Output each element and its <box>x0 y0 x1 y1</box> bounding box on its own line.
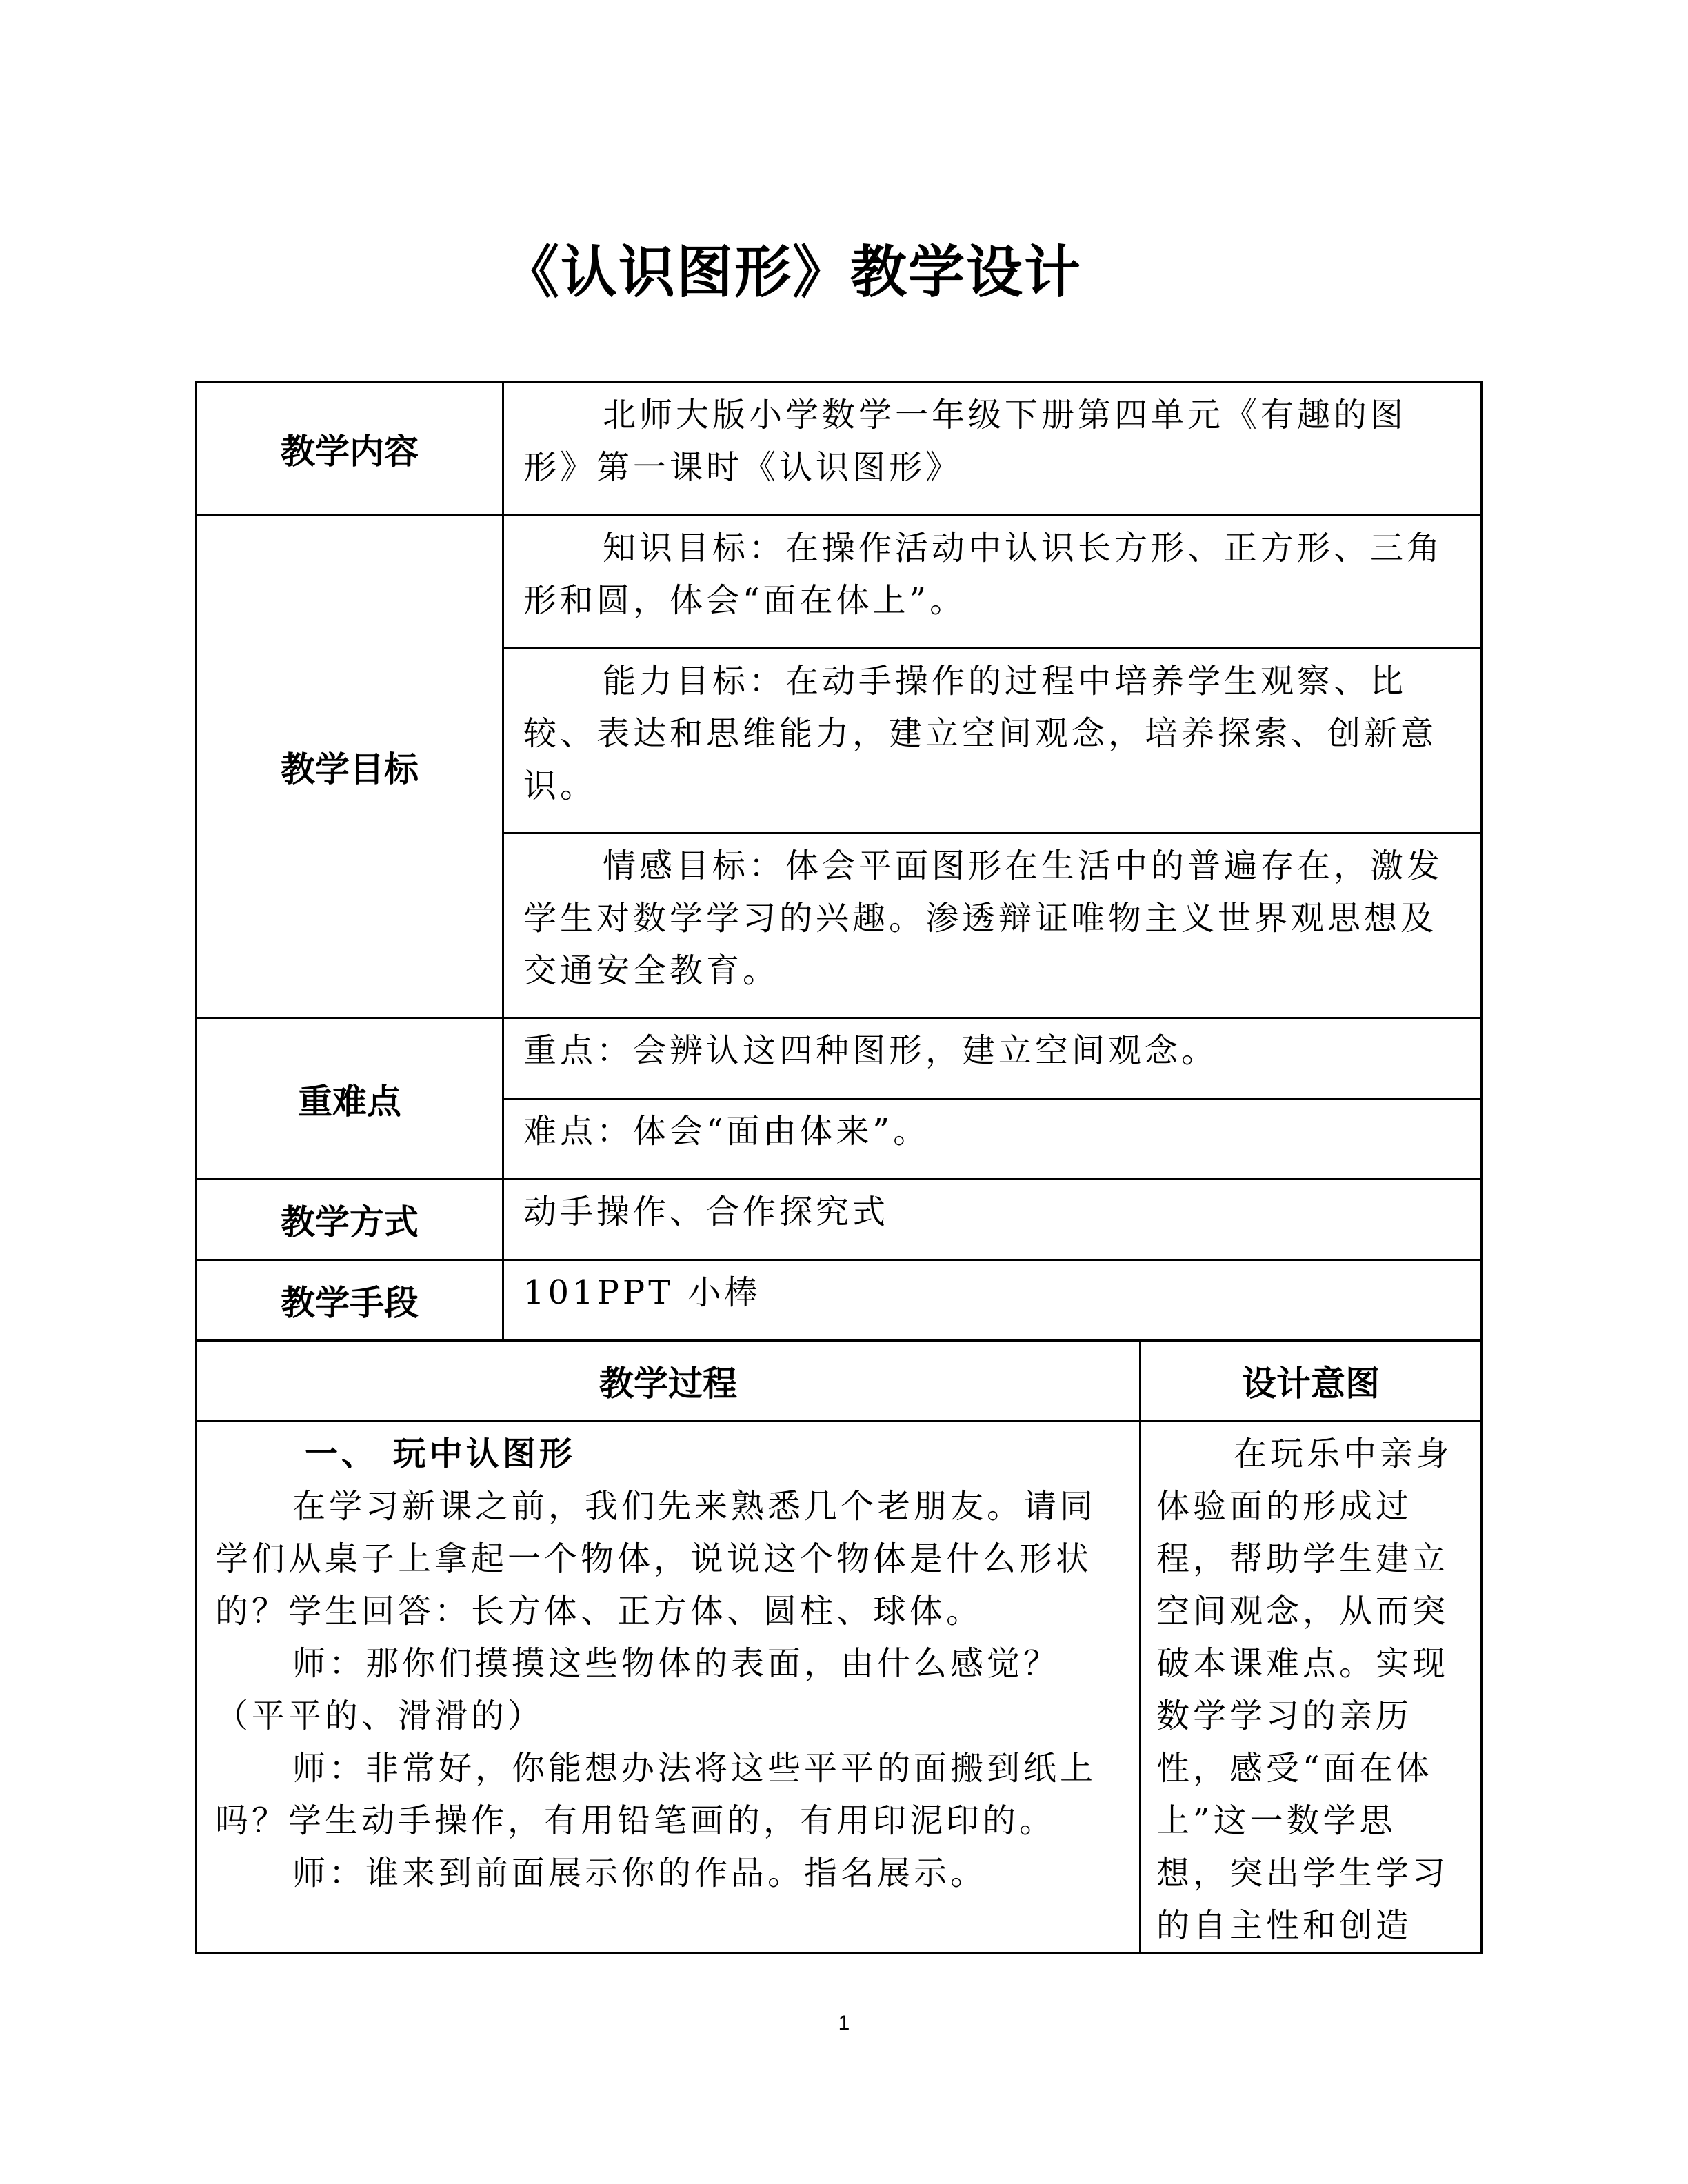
process-paragraph: 师：非常好，你能想办法将这些平平的面搬到纸上吗？学生动手操作，有用铅笔画的，有用印泥印的。 <box>215 1749 1097 1840</box>
row-means <box>197 1260 1482 1341</box>
row-objective-knowledge <box>197 516 1482 649</box>
objective-ability: 能力目标：在动手操作的过程中培养学生观察、比较、表达和思维能力，建立空间观念，培养探索、创新意识。 <box>503 649 1482 833</box>
label-means: 教学手段 <box>197 1260 503 1341</box>
means-text: 101PPT 小棒 <box>503 1260 1482 1341</box>
intent-body <box>1141 1422 1482 1953</box>
process-paragraph: 师：那你们摸摸这些物体的表面，由什么感觉？（平平的、滑滑的） <box>215 1644 1061 1735</box>
process-header: 教学过程 <box>197 1341 1141 1422</box>
process-paragraph: 师：谁来到前面展示你的作品。指名展示。 <box>292 1854 987 1892</box>
label-keypoints: 重难点 <box>197 1018 503 1180</box>
method-text: 动手操作、合作探究式 <box>503 1180 1482 1260</box>
row-method <box>197 1180 1482 1260</box>
keypoint-focus: 重点：会辨认这四种图形，建立空间观念。 <box>503 1018 1482 1099</box>
intent-header: 设计意图 <box>1141 1341 1482 1422</box>
objective-knowledge: 知识目标：在操作活动中认识长方形、正方形、三角形和圆，体会“面在体上”。 <box>503 516 1482 649</box>
row-process-body <box>197 1422 1482 1953</box>
lesson-plan-table <box>195 381 1483 1954</box>
section-title: 一、 玩中认图形 <box>305 1435 576 1473</box>
page-number: 1 <box>838 2012 850 2034</box>
objective-emotion: 情感目标：体会平面图形在生活中的普遍存在，激发学生对数学学习的兴趣。渗透辩证唯物主义世界观思想及交通安全教育。 <box>503 833 1482 1018</box>
row-process-header <box>197 1341 1482 1422</box>
keypoint-difficulty: 难点：体会“面由体来”。 <box>503 1099 1482 1180</box>
label-content: 教学内容 <box>197 383 503 516</box>
content-text: 北师大版小学数学一年级下册第四单元《有趣的图形》第一课时《认识图形》 <box>503 383 1482 516</box>
process-body <box>197 1422 1141 1953</box>
label-objectives: 教学目标 <box>197 516 503 1018</box>
row-focus <box>197 1018 1482 1099</box>
page-title: 《认识图形》教学设计 <box>502 240 1082 305</box>
label-method: 教学方式 <box>197 1180 503 1260</box>
process-paragraph: 在学习新课之前，我们先来熟悉几个老朋友。请同学们从桌子上拿起一个物体，说说这个物体是什么形状的？学生回答：长方体、正方体、圆柱、球体。 <box>215 1487 1097 1630</box>
row-content <box>197 383 1482 516</box>
intent-text: 在玩乐中亲身体验面的形成过程，帮助学生建立空间观念，从而突破本课难点。实现数学学习的亲历性，感受“面在体上”这一数学思想，突出学生学习的自主性和创造 <box>1156 1435 1454 1945</box>
